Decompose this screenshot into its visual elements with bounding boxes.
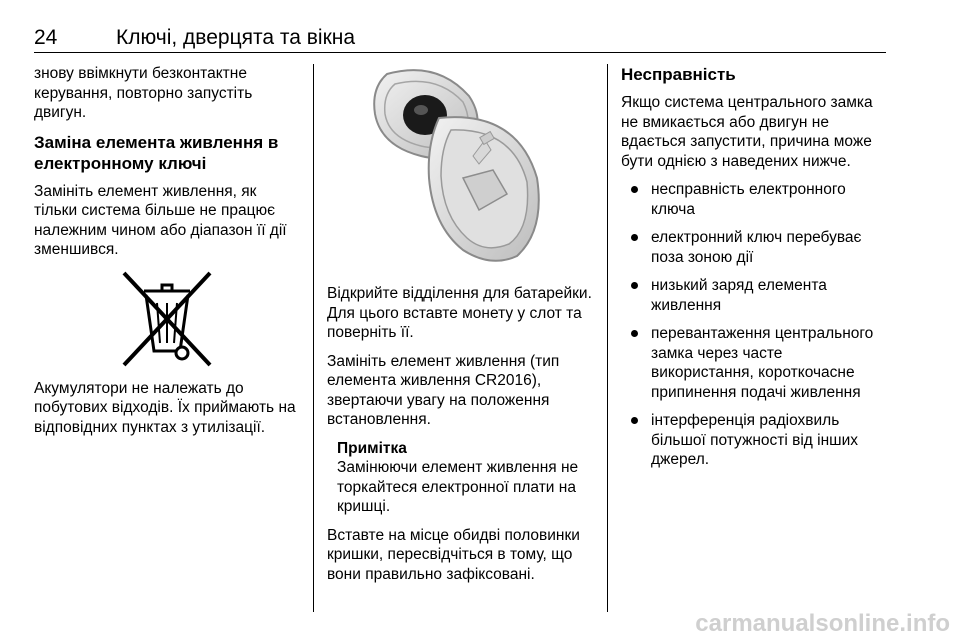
chapter-title: Ключі, дверцята та вікна — [116, 26, 356, 49]
section-heading: Несправність — [621, 65, 736, 84]
paragraph: Замініть елемент живлення, як тільки система більше не працює належним чином або діапазон її дії зменшився. — [34, 182, 287, 258]
paragraph: Якщо система центрального замка не вмикається або двигун не вдається запустити, причина може бути однією з наведених нижче. — [621, 94, 873, 170]
paragraph: Вставте на місце обидві половинки кришки, пересвідчіться в тому, що вони правильно зафіксовані. — [327, 526, 580, 583]
column-divider — [313, 64, 314, 612]
column-middle — [327, 64, 595, 593]
list-item: перевантаження центрального замка через часте використання, короткочасне припинення подачі живлення — [621, 324, 886, 402]
list-item: електронний ключ перебуває поза зоною дії — [621, 228, 886, 267]
paragraph: знову ввімкнути безконтактне керування, повторно запустіть двигун. — [34, 65, 253, 121]
page-number: 24 — [34, 26, 58, 49]
paragraph: Замініть елемент живлення (тип елемента живлення CR2016), звертаючи увагу на положення встановлення. — [327, 352, 560, 428]
crossed-bin-icon — [112, 269, 222, 369]
list-item: інтерференція радіохвиль більшої потужності від інших джерел. — [621, 411, 886, 470]
column-left — [34, 64, 302, 446]
list-item: несправність електронного ключа — [621, 180, 886, 219]
page-header — [34, 20, 886, 53]
watermark: carmanualsonline.info — [695, 610, 950, 637]
list-item: низький заряд елемента живлення — [621, 276, 886, 315]
column-right — [621, 64, 886, 479]
fault-list — [621, 180, 886, 470]
paragraph: Акумулятори не належать до побутових відходів. Їх приймають на відповідних пунктах з утилізації. — [34, 379, 296, 436]
key-fob-battery-illustration — [367, 60, 547, 268]
paragraph: Відкрийте відділення для батарейки. Для цього вставте монету у слот та поверніть її. — [327, 285, 592, 341]
section-heading: Заміна елемента живлення в електронному ключі — [34, 132, 279, 173]
note-title: Примітка — [337, 439, 407, 457]
column-divider — [607, 64, 608, 612]
note-text: Замінюючи елемент живлення не торкайтеся електронної плати на кришці. — [337, 459, 579, 515]
note-box — [337, 439, 595, 517]
